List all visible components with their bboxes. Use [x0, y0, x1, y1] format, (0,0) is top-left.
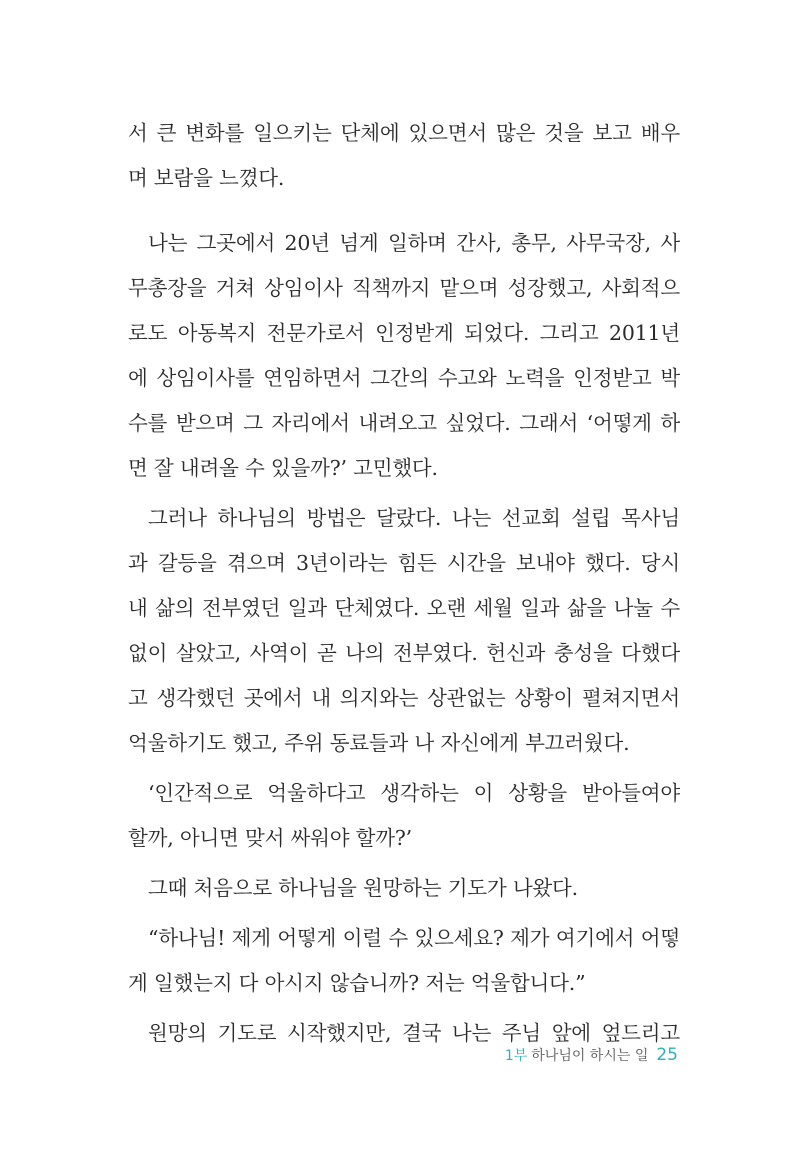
page-number: 25 — [656, 1045, 678, 1065]
text-line: 할까, 아니면 맞서 싸워야 할까?’ — [128, 826, 412, 850]
text-line: 그때 처음으로 하나님을 원망하는 기도가 나왔다. — [148, 876, 578, 900]
page-footer — [505, 1043, 678, 1067]
text-line: ‘인간적으로 억울하다고 생각하는 이 상황을 받아들여야 — [148, 781, 680, 805]
text-line: 무총장을 거쳐 상임이사 직책까지 맡으며 성장했고, 사회적으 — [128, 276, 680, 300]
text-line: 과 갈등을 겪으며 3년이라는 힘든 시간을 보내야 했다. 당시 — [128, 551, 680, 575]
text-line: 원망의 기도로 시작했지만, 결국 나는 주님 앞에 엎드리고 — [148, 1021, 680, 1045]
text-line: 그러나 하나님의 방법은 달랐다. 나는 선교회 설립 목사님 — [148, 506, 680, 530]
text-line: 고 생각했던 곳에서 내 의지와는 상관없는 상황이 펼쳐지면서 — [128, 686, 680, 710]
chapter-title: 하나님이 하시는 일 — [531, 1048, 649, 1064]
text-line: 나는 그곳에서 20년 넘게 일하며 간사, 총무, 사무국장, 사 — [148, 231, 680, 255]
text-line: 억울하기도 했고, 주위 동료들과 나 자신에게 부끄러웠다. — [128, 731, 630, 755]
text-line: 내 삶의 전부였던 일과 단체였다. 오랜 세월 일과 삶을 나눌 수 — [128, 596, 680, 620]
part-label: 1부 — [504, 1048, 528, 1064]
text-line: 없이 살았고, 사역이 곧 나의 전부였다. 헌신과 충성을 다했다 — [128, 641, 680, 665]
text-line: 게 일했는지 다 아시지 않습니까? 저는 억울합니다.” — [128, 971, 586, 995]
text-line: 로도 아동복지 전문가로서 인정받게 되었다. 그리고 2011년 — [128, 321, 680, 345]
text-line: 며 보람을 느꼈다. — [128, 166, 285, 190]
text-line: 에 상임이사를 연임하면서 그간의 수고와 노력을 인정받고 박 — [128, 366, 680, 390]
text-line: “하나님! 제게 어떻게 이럴 수 있으세요? 제가 여기에서 어떻 — [148, 926, 680, 950]
text-line: 면 잘 내려올 수 있을까?’ 고민했다. — [128, 456, 438, 480]
text-line: 서 큰 변화를 일으키는 단체에 있으면서 많은 것을 보고 배우 — [128, 121, 680, 145]
text-line: 수를 받으며 그 자리에서 내려오고 싶었다. 그래서 ‘어떻게 하 — [128, 411, 680, 435]
